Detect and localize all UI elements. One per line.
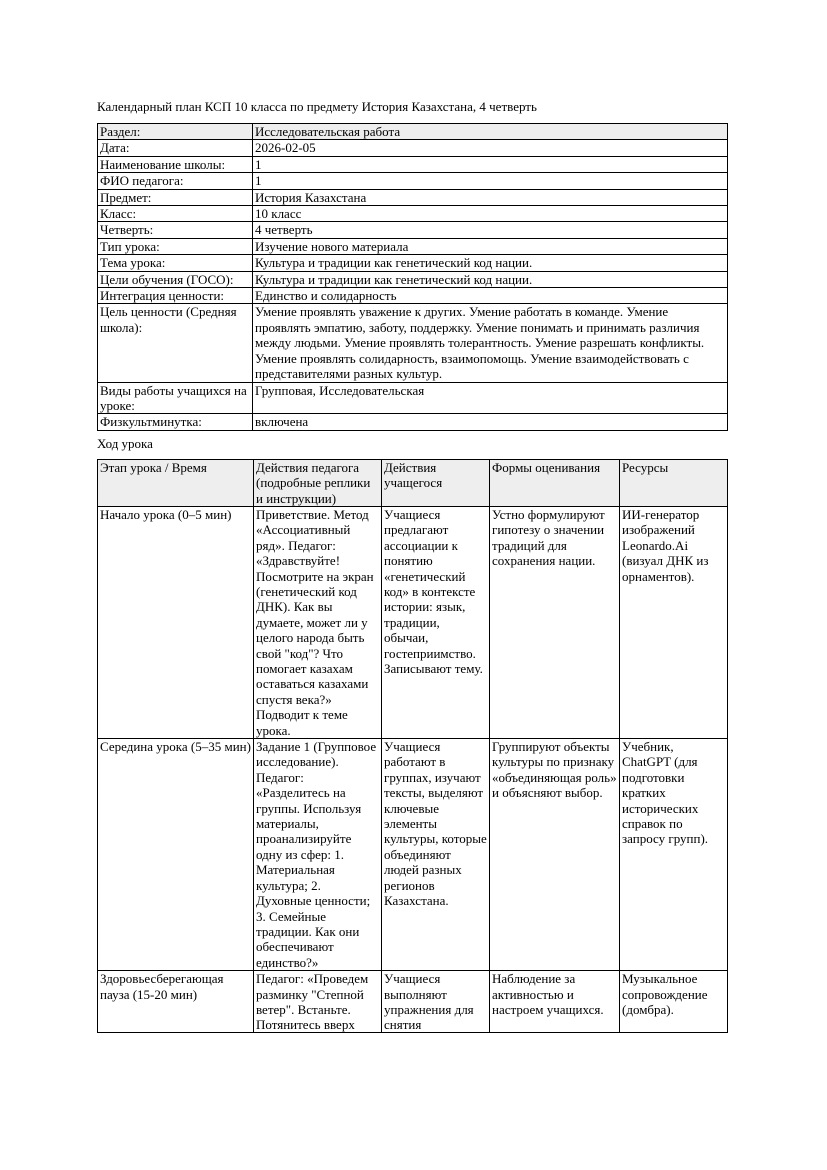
info-row: [98, 288, 728, 304]
assessment-cell: Наблюдение за активностью и настроем учащихся.: [490, 971, 620, 1033]
info-label: Физкультминутка:: [98, 414, 253, 430]
lesson-row-middle: [98, 739, 728, 971]
info-label: Тип урока:: [98, 238, 253, 254]
info-value: Умение проявлять уважение к других. Умение работать в команде. Умение проявлять эмпатию, заботу, поддержку. Умение понимать и принимать различия между людьми. Умение проявлять толерантность. Умение разрешать конфликты. Умение проявлять солидарность, взаимопомощь. Умение взаимодействовать с представителями разных культур.: [253, 304, 728, 382]
info-label: Раздел:: [98, 124, 253, 140]
teacher-actions-cell: Педагог: «Проведем разминку "Степной ветер". Встаньте. Потянитесь вверх: [254, 971, 382, 1033]
header-teacher-actions: Действия педагога (подробные реплики и инструкции): [254, 459, 382, 506]
info-label: ФИО педагога:: [98, 173, 253, 189]
lesson-table: [97, 459, 728, 1033]
info-label: Цели обучения (ГОСО):: [98, 271, 253, 287]
info-label: Тема урока:: [98, 255, 253, 271]
assessment-cell: Группируют объекты культуры по признаку «объединяющая роль» и объясняют выбор.: [490, 739, 620, 971]
assessment-cell: Устно формулируют гипотезу о значении традиций для сохранения нации.: [490, 506, 620, 738]
lesson-flow-heading: Ход урока: [97, 435, 153, 451]
info-label: Виды работы учащихся на уроке:: [98, 382, 253, 414]
info-row: [98, 206, 728, 222]
lesson-header-row: [98, 459, 728, 506]
info-row: [98, 414, 728, 430]
info-value: 1: [253, 156, 728, 172]
resources-cell: Учебник, ChatGPT (для подготовки кратких исторических справок по запросу групп).: [620, 739, 728, 971]
teacher-actions-cell: Задание 1 (Групповое исследование). Педагог: «Разделитесь на группы. Используя материалы, проанализируйте одну из сфер: 1. Материальная культура; 2. Духовные ценности; 3. Семейные традиции. Как они обеспечивают единство?»: [254, 739, 382, 971]
info-value: Культура и традиции как генетический код нации.: [253, 271, 728, 287]
info-row: [98, 255, 728, 271]
info-row: [98, 304, 728, 382]
info-value: 1: [253, 173, 728, 189]
header-resources: Ресурсы: [620, 459, 728, 506]
header-student-actions: Действия учащегося: [382, 459, 490, 506]
teacher-actions-cell: Приветствие. Метод «Ассоциативный ряд». Педагог: «Здравствуйте! Посмотрите на экран (генетический код ДНК). Как вы думаете, может ли у целого народа быть свой "код"? Что помогает казахам оставаться казахами спустя века?» Подводит к теме урока.: [254, 506, 382, 738]
info-value: 10 класс: [253, 206, 728, 222]
document-title: Календарный план КСП 10 класса по предмету История Казахстана, 4 четверть: [97, 99, 537, 114]
info-value: Исследовательская работа: [253, 124, 728, 140]
info-row: [98, 238, 728, 254]
info-value: Единство и солидарность: [253, 288, 728, 304]
info-value: 4 четверть: [253, 222, 728, 238]
info-label: Интеграция ценности:: [98, 288, 253, 304]
info-value: Групповая, Исследовательская: [253, 382, 728, 414]
resources-cell: ИИ-генератор изображений Leonardo.Ai (визуал ДНК из орнаментов).: [620, 506, 728, 738]
info-value: 2026-02-05: [253, 140, 728, 156]
student-actions-cell: Учащиеся выполняют упражнения для снятия: [382, 971, 490, 1033]
info-value: Культура и традиции как генетический код нации.: [253, 255, 728, 271]
info-row: [98, 189, 728, 205]
info-row: [98, 222, 728, 238]
student-actions-cell: Учащиеся работают в группах, изучают тексты, выделяют ключевые элементы культуры, которые объединяют людей разных регионов Казахстана.: [382, 739, 490, 971]
info-value: включена: [253, 414, 728, 430]
lesson-row-health-pause: [98, 971, 728, 1033]
info-row: [98, 173, 728, 189]
info-label: Предмет:: [98, 189, 253, 205]
resources-cell: Музыкальное сопровождение (домбра).: [620, 971, 728, 1033]
stage-cell: Начало урока (0–5 мин): [98, 506, 254, 738]
info-label: Цель ценности (Средняя школа):: [98, 304, 253, 382]
info-value: Изучение нового материала: [253, 238, 728, 254]
info-value: История Казахстана: [253, 189, 728, 205]
student-actions-cell: Учащиеся предлагают ассоциации к понятию «генетический код» в контексте истории: язык, традиции, обычаи, гостеприимство. Записывают тему.: [382, 506, 490, 738]
info-label: Четверть:: [98, 222, 253, 238]
info-label: Класс:: [98, 206, 253, 222]
info-row: [98, 124, 728, 140]
info-row: [98, 382, 728, 414]
info-label: Наименование школы:: [98, 156, 253, 172]
stage-cell: Середина урока (5–35 мин): [98, 739, 254, 971]
info-row: [98, 271, 728, 287]
info-table: [97, 123, 728, 431]
info-row: [98, 156, 728, 172]
info-row: [98, 140, 728, 156]
stage-cell: Здоровьесберегающая пауза (15-20 мин): [98, 971, 254, 1033]
header-assessment: Формы оценивания: [490, 459, 620, 506]
lesson-row-start: [98, 506, 728, 738]
header-stage: Этап урока / Время: [98, 459, 254, 506]
info-label: Дата:: [98, 140, 253, 156]
